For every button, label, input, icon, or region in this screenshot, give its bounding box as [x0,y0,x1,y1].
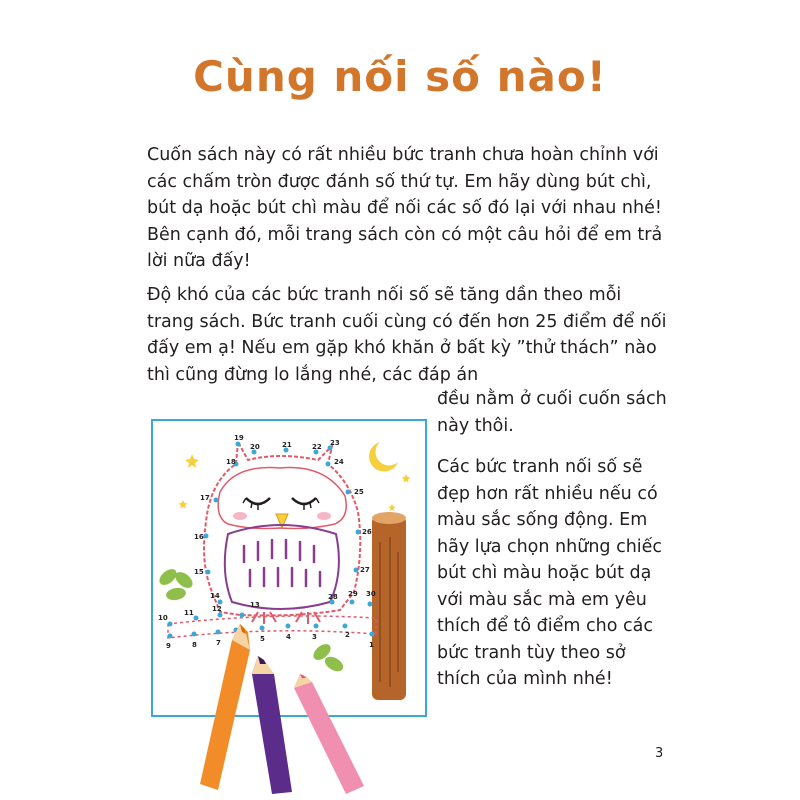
dot-label: 29 [348,590,358,598]
dot-label: 2 [345,631,350,639]
dot-label: 15 [194,568,204,576]
dot-label: 25 [354,488,364,496]
dot-label: 11 [184,609,194,617]
dot-label: 7 [216,639,221,647]
dot-label: 24 [334,458,344,466]
dot-label: 12 [212,605,222,613]
dot-label: 26 [362,528,372,536]
dot-label: 4 [286,633,291,641]
dot-label: 20 [250,443,260,451]
dot-label: 18 [226,458,236,466]
coloring-paragraph: Các bức tranh nối số sẽ đẹp hơn rất nhiều nếu có màu sắc sống động. Em hãy lựa chọn những chiếc bút chì màu hoặc bút dạ với màu sắc mà em yêu thích để tô điểm cho các bức tranh tùy theo sở thích của mình nhé! [437,457,663,689]
dot-label: 8 [192,641,197,649]
dot-label: 10 [158,614,168,622]
page-number: 3 [655,746,664,761]
dot-label: 21 [282,441,292,449]
difficulty-paragraph-continued: đều nằm ở cuối cuốn sách này thôi. [437,389,667,436]
dot-label: 1 [369,641,374,649]
dot-label: 28 [328,593,338,601]
dot-label: 17 [200,494,210,502]
dot-label: 19 [234,434,244,442]
dot-label: 13 [250,601,260,609]
dot-label: 16 [194,533,204,541]
wooden-post [372,512,406,700]
dot-label: 9 [166,642,171,650]
intro-paragraph: Cuốn sách này có rất nhiều bức tranh chưa hoàn chỉnh với các chấm tròn được đánh số thứ tự. Em hãy dùng bút chì, bút dạ hoặc bút chì màu để nối các số đó lại với nhau nhé! Bên cạnh đó, mỗi trang sách còn có một câu hỏi để em trả lời nữa đấy! [147,145,663,271]
dot-label: 27 [360,566,370,574]
page-title: Cùng nối số nào! [193,52,607,101]
owl-dot-to-dot-illustration [140,412,430,797]
dot-label: 5 [260,635,265,643]
dot-label: 3 [312,633,317,641]
dot-label: 30 [366,590,376,598]
dot-label: 23 [330,439,340,447]
dot-label: 14 [210,592,220,600]
difficulty-paragraph: Độ khó của các bức tranh nối số sẽ tăng dần theo mỗi trang sách. Bức tranh cuối cùng có đến hơn 25 điểm để nối đấy em ạ! Nếu em gặp khó khăn ở bất kỳ ”thử thách” nào thì cũng đừng lo lắng nhé, các đáp án [147,285,667,385]
dot-label: 22 [312,443,322,451]
